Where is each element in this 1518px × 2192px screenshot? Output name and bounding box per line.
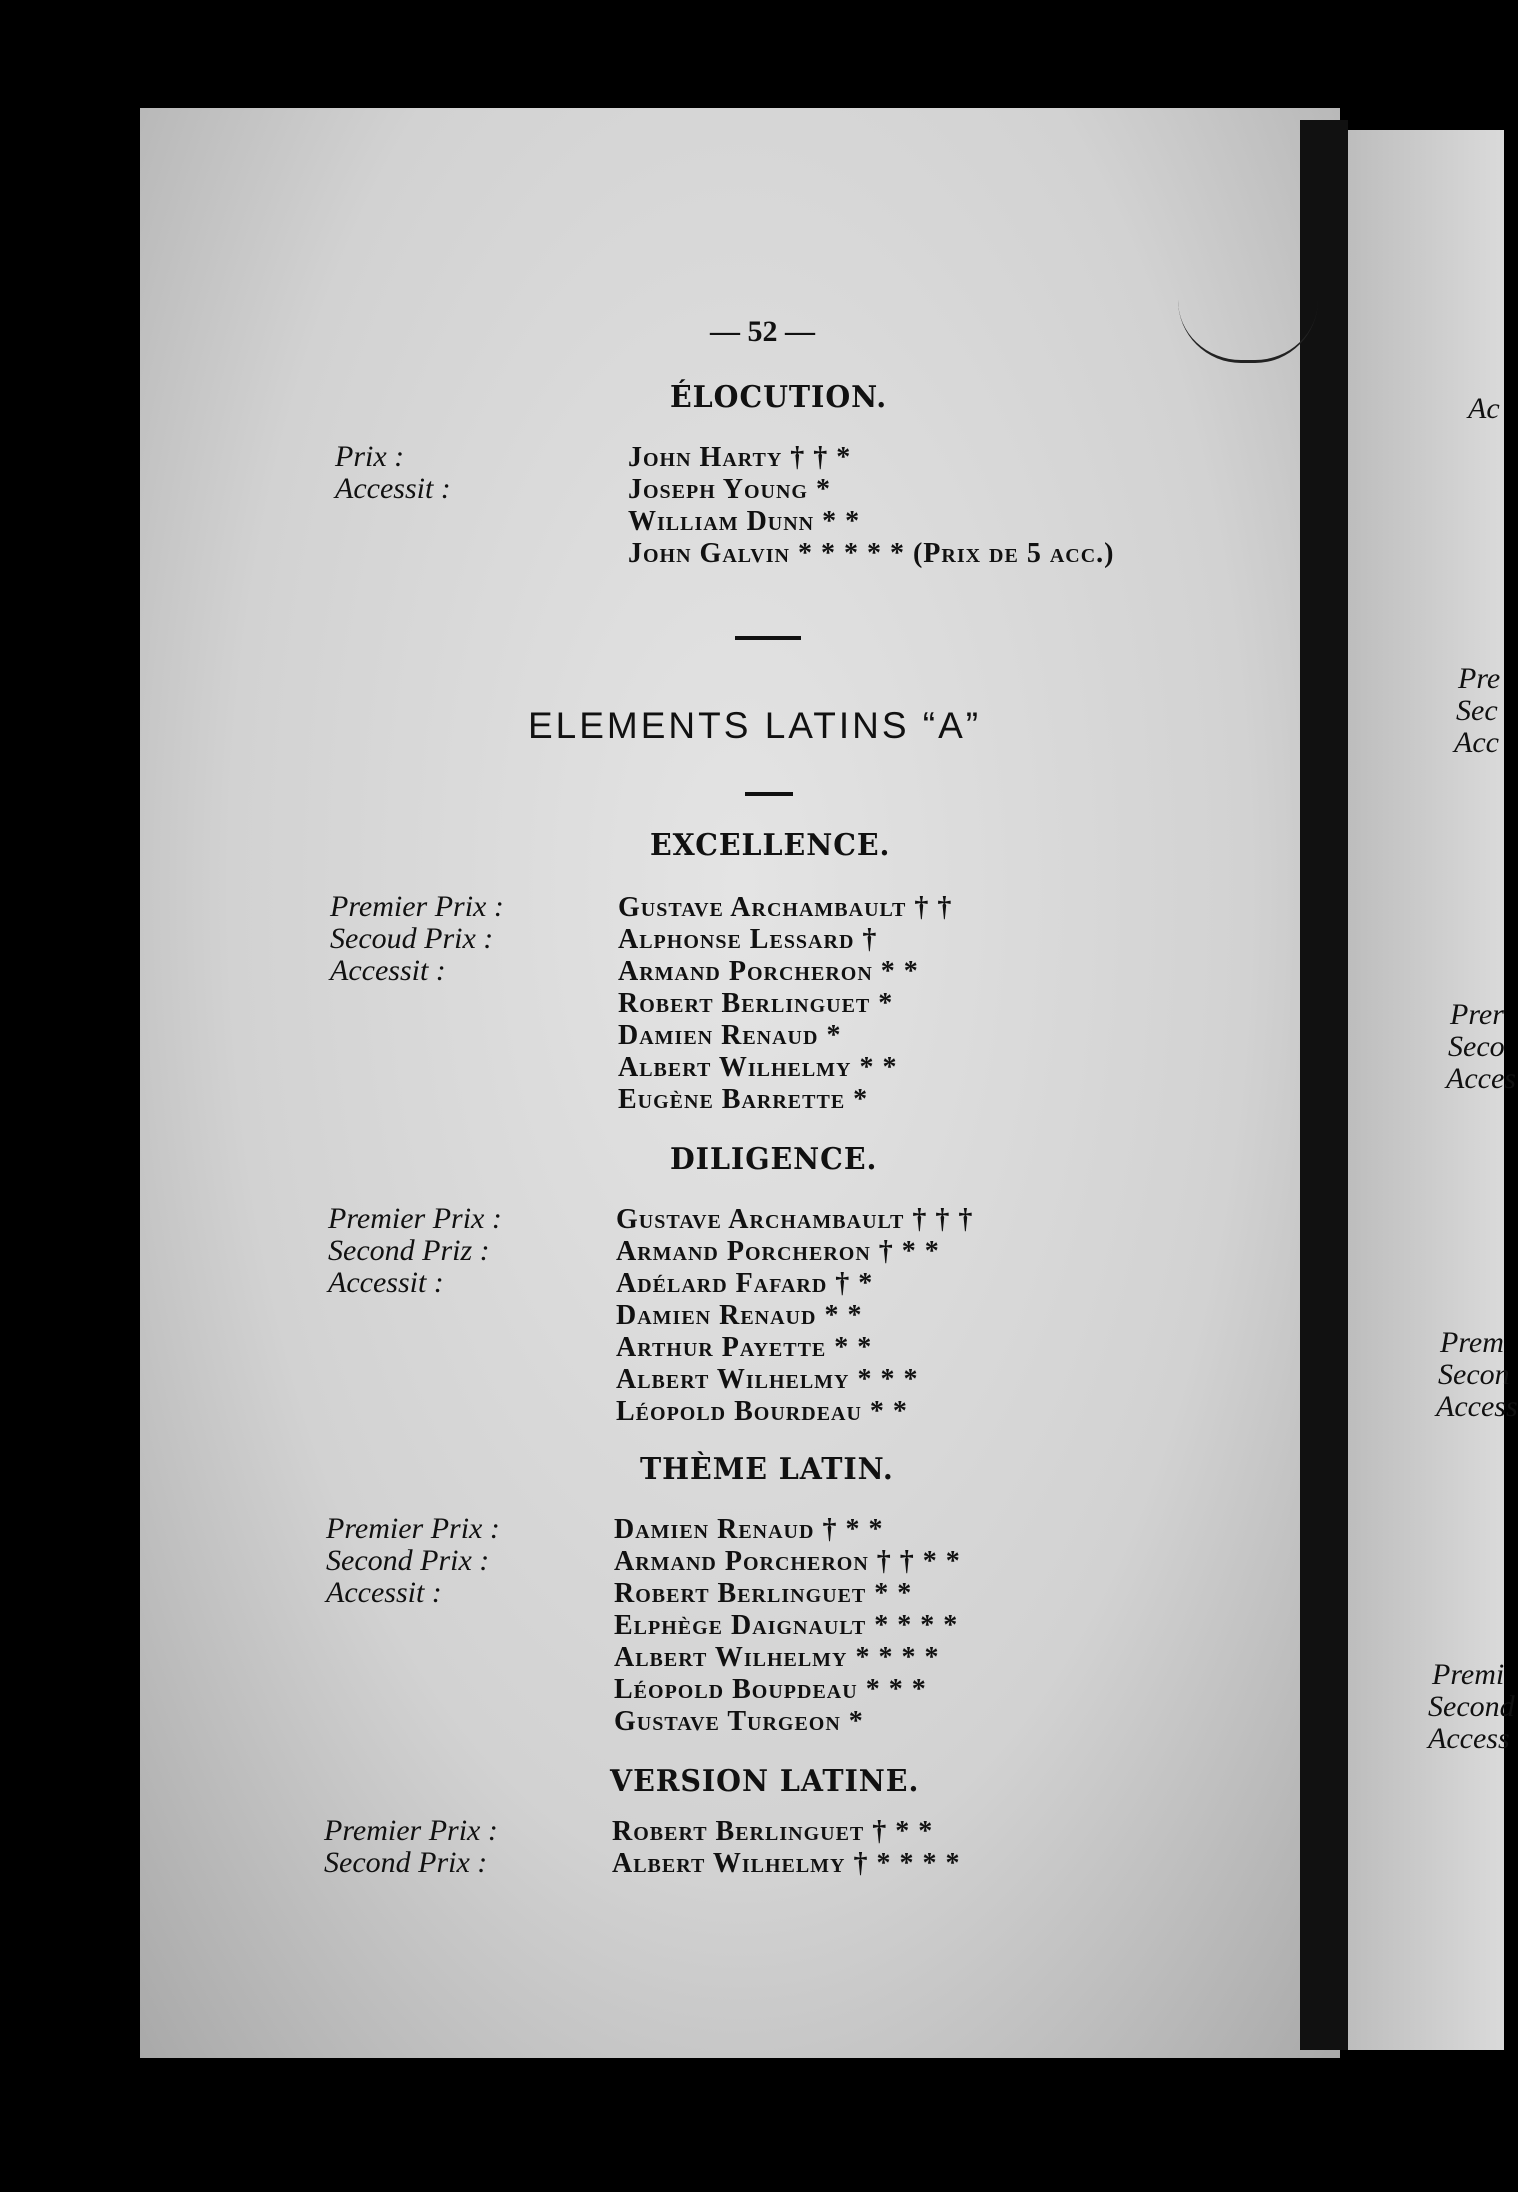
student-entry: Elphège Daignault * * * *: [614, 1610, 959, 1641]
page-number: — 52 —: [710, 315, 815, 348]
right-fragment: Seco: [1448, 1030, 1505, 1063]
right-fragment: Secon: [1438, 1358, 1510, 1391]
student-entry: Albert Wilhelmy * * * *: [614, 1642, 940, 1673]
right-fragment: Prer: [1450, 998, 1504, 1031]
award-label: Second Priz :: [328, 1234, 490, 1267]
section-heading: THÈME LATIN.: [640, 1452, 894, 1487]
award-label: Second Prix :: [326, 1544, 490, 1577]
right-fragment: Access: [1436, 1390, 1518, 1423]
section-heading: EXCELLENCE.: [650, 828, 891, 863]
award-label: Prix :: [335, 440, 405, 473]
student-entry: Léopold Boupdeau * * *: [614, 1674, 927, 1705]
student-entry: Damien Renaud *: [618, 1020, 842, 1051]
right-fragment: Ac: [1468, 392, 1500, 425]
student-entry: Armand Porcheron † † * *: [614, 1546, 961, 1577]
right-fragment: Access: [1428, 1722, 1510, 1755]
student-entry: Robert Berlinguet * *: [614, 1578, 913, 1609]
student-entry: Robert Berlinguet *: [618, 988, 894, 1019]
main-heading: ELEMENTS LATINS “A”: [528, 705, 982, 746]
student-entry: John Harty † † *: [628, 442, 852, 473]
award-label: Accessit :: [328, 1266, 444, 1299]
award-label: Premier Prix :: [328, 1202, 502, 1235]
divider-rule: [745, 792, 793, 796]
student-entry: Eugène Barrette *: [618, 1084, 869, 1115]
student-entry: John Galvin * * * * * (Prix de 5 acc.): [628, 538, 1115, 569]
student-entry: Joseph Young *: [628, 474, 831, 505]
student-entry: Gustave Archambault † † †: [616, 1204, 974, 1235]
right-fragment: Acc: [1454, 726, 1499, 759]
student-entry: Arthur Payette * *: [616, 1332, 873, 1363]
student-entry: Armand Porcheron † * *: [616, 1236, 940, 1267]
student-entry: Albert Wilhelmy * * *: [616, 1364, 919, 1395]
award-label: Second Prix :: [324, 1846, 488, 1879]
award-label: Premier Prix :: [330, 890, 504, 923]
award-label: Accessit :: [335, 472, 451, 505]
award-label: Accessit :: [326, 1576, 442, 1609]
student-entry: William Dunn * *: [628, 506, 861, 537]
right-fragment: Pre: [1458, 662, 1501, 695]
award-label: Premier Prix :: [324, 1814, 498, 1847]
student-entry: Albert Wilhelmy † * * * *: [612, 1848, 961, 1879]
student-entry: Léopold Bourdeau * *: [616, 1396, 908, 1427]
student-entry: Alphonse Lessard †: [618, 924, 878, 955]
student-entry: Damien Renaud * *: [616, 1300, 863, 1331]
right-fragment: Prem: [1440, 1326, 1504, 1359]
student-entry: Armand Porcheron * *: [618, 956, 919, 987]
student-entry: Adélard Fafard † *: [616, 1268, 874, 1299]
student-entry: Damien Renaud † * *: [614, 1514, 884, 1545]
award-label: Premier Prix :: [326, 1512, 500, 1545]
award-label: Secoud Prix :: [330, 922, 494, 955]
divider-rule: [735, 636, 801, 640]
section-heading: DILIGENCE.: [670, 1142, 878, 1177]
right-fragment: Premi: [1432, 1658, 1505, 1691]
right-fragment: Acces: [1446, 1062, 1516, 1095]
student-entry: Robert Berlinguet † * *: [612, 1816, 934, 1847]
award-label: Accessit :: [330, 954, 446, 987]
right-fragment: Sec: [1456, 694, 1498, 727]
student-entry: Gustave Archambault † †: [618, 892, 953, 923]
right-fragment: Second: [1428, 1690, 1515, 1723]
student-entry: Albert Wilhelmy * *: [618, 1052, 898, 1083]
right-page-edge: [1348, 130, 1518, 2050]
student-entry: Gustave Turgeon *: [614, 1706, 864, 1737]
section-heading: ÉLOCUTION.: [670, 380, 888, 415]
book-gutter: [1300, 120, 1348, 2050]
section-heading: VERSION LATINE.: [610, 1764, 920, 1799]
